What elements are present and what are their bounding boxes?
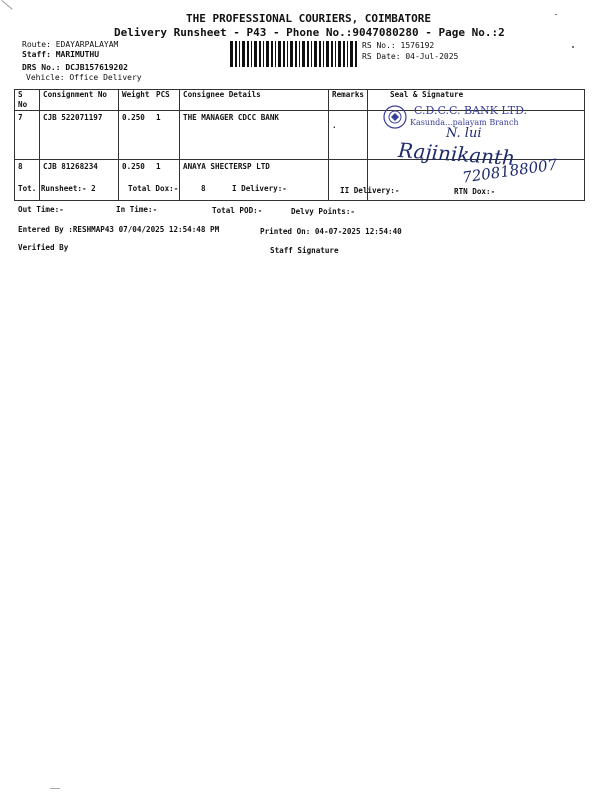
barcode-bar: [242, 41, 245, 67]
barcode: [230, 41, 357, 67]
barcode-bar: [275, 41, 276, 67]
printed-on: Printed On: 04-07-2025 12:54:40: [260, 227, 402, 236]
cell-consignment: CJB 522071197: [40, 111, 119, 160]
barcode-bar: [290, 41, 293, 67]
rs-date: RS Date: 04-Jul-2025: [362, 52, 459, 61]
cell-weight: 0.250: [119, 160, 154, 201]
col-consignment: Consignment No: [40, 90, 119, 111]
barcode-bar: [251, 41, 252, 67]
barcode-bar: [319, 41, 321, 67]
barcode-bar: [323, 41, 324, 67]
drs-number: DRS No.: DCJB157619202: [22, 63, 128, 72]
barcode-bar: [254, 41, 257, 67]
scan-speck: [572, 46, 574, 48]
delvy-points: Delvy Points:-: [291, 207, 356, 216]
cell-pcs: 1: [153, 111, 180, 160]
entered-by: Entered By :RESHMAP43 07/04/2025 12:54:48 PM: [18, 225, 220, 234]
cell-remarks: .: [329, 111, 368, 160]
col-pcs: PCS: [153, 90, 180, 111]
vehicle-label: Vehicle: Office Delivery: [26, 73, 142, 82]
scan-mark: [50, 788, 60, 789]
company-title: THE PROFESSIONAL COURIERS, COIMBATORE: [186, 12, 432, 25]
total-dox-label: Total Dox:-: [128, 184, 179, 193]
verified-by: Verified By: [18, 243, 69, 252]
handwritten-name: Rajinikanth: [397, 137, 516, 171]
cell-sno: 7: [15, 111, 40, 160]
barcode-bar: [283, 41, 285, 67]
barcode-bar: [259, 41, 261, 67]
cell-sno: 8: [15, 160, 40, 201]
scan-mark: [1, 0, 12, 10]
barcode-bar: [338, 41, 341, 67]
total-dox-value: 8: [201, 184, 206, 193]
barcode-bar: [235, 41, 237, 67]
barcode-bar: [263, 41, 264, 67]
total-pod: Total POD:-: [212, 206, 263, 215]
staff-label: Staff: MARIMUTHU: [22, 50, 100, 59]
barcode-bar: [314, 41, 317, 67]
cell-consignee: THE MANAGER CDCC BANK: [180, 111, 329, 160]
barcode-bar: [331, 41, 333, 67]
col-weight: Weight: [119, 90, 154, 111]
staff-signature: Staff Signature: [270, 246, 339, 255]
ii-delivery: II Delivery:-: [340, 186, 400, 195]
seal-branch: Kasunda...palayam Branch: [410, 118, 519, 127]
rs-number: RS No.: 1576192: [362, 41, 435, 50]
col-consignee: Consignee Details: [180, 90, 329, 111]
barcode-bar: [266, 41, 269, 67]
barcode-bar: [311, 41, 312, 67]
out-time: Out Time:-: [18, 205, 64, 214]
col-seal: Seal & Signature: [368, 90, 585, 111]
col-sno: S No: [15, 90, 40, 111]
barcode-bar: [287, 41, 288, 67]
total-runsheet: Tot. Runsheet:- 2: [18, 184, 96, 193]
barcode-bar: [307, 41, 309, 67]
barcode-bar: [335, 41, 336, 67]
runsheet-subtitle: Delivery Runsheet - P43 - Phone No.:9047080280 - Page No.:2: [114, 26, 505, 39]
col-remarks: Remarks: [329, 90, 368, 111]
cell-consignment: CJB 81268234: [40, 160, 119, 201]
barcode-bar: [295, 41, 297, 67]
barcode-bar: [347, 41, 348, 67]
barcode-bar: [239, 41, 240, 67]
barcode-bar: [343, 41, 345, 67]
barcode-bar: [278, 41, 281, 67]
in-time: In Time:-: [116, 205, 158, 214]
seal-bank-name: C.D.C.C. BANK LTD.: [414, 104, 528, 117]
cell-pcs: 1: [153, 160, 180, 201]
barcode-bar: [326, 41, 329, 67]
bank-seal-icon: [382, 104, 408, 130]
cell-consignee: ANAYA SHECTERSP LTD: [180, 160, 329, 201]
route-label: Route: EDAYARPALAYAM: [22, 40, 119, 49]
barcode-bar: [350, 41, 353, 67]
scan-speck: [555, 14, 557, 15]
cell-weight: 0.250: [119, 111, 154, 160]
barcode-bar: [355, 41, 357, 67]
barcode-bar: [302, 41, 305, 67]
seal-signature: N. lui: [446, 126, 482, 141]
barcode-bar: [299, 41, 300, 67]
rtn-dox: RTN Dox:-: [454, 187, 496, 196]
barcode-bar: [247, 41, 249, 67]
handwritten-phone: 7208188007: [461, 155, 559, 187]
barcode-bar: [230, 41, 233, 67]
barcode-bar: [271, 41, 273, 67]
i-delivery: I Delivery:-: [232, 184, 287, 193]
